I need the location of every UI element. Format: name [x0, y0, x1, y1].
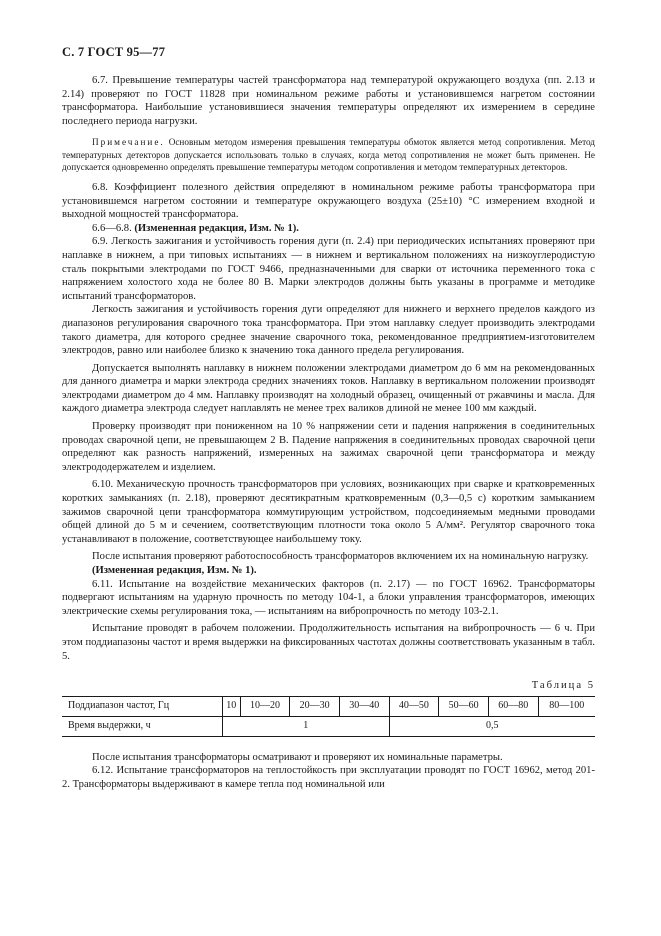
- edition-note-2: (Измененная редакция, Изм. № 1).: [92, 565, 257, 577]
- paragraph-6-11-b: Испытание проводят в рабочем положении. Продолжительность испытания на вибропрочность — 6 ч. При этом поддиапазоны частот и время выдержки на фиксированных частотах должны соответствовать указанным в табл. 5.: [62, 623, 595, 662]
- paragraph-after-table: После испытания трансформаторы осматривают и проверяют их номинальные параметры.: [92, 751, 503, 763]
- table-cell-time-a: 1: [223, 716, 390, 736]
- table-cell-freq: 60—80: [488, 696, 538, 716]
- edition-label: (Измененная редакция, Изм. № 1).: [134, 222, 299, 234]
- table-cell-freq: 10—20: [240, 696, 290, 716]
- note: [62, 136, 595, 173]
- paragraph-6-7: 6.7. Превышение температуры частей трансформатора над температурой окружающего воздуха (пп. 2.13 и 2.14) проверяют по ГОСТ 11828 при номинальном режиме работы и установившемся нагретом состоянии трансформатора. Наибольшие установившиеся значения температуры определяют их измерением в середине последнего периода нагрузки.: [62, 75, 595, 127]
- paragraph-6-9-c: Допускается выполнять наплавку в нижнем положении электродами диаметром до 6 мм на рекомендованных для данного диаметра и марки электрода средних значениях токов. Наплавку в вертикальном положении производят электродами диаметром до 4 мм. Наплавку производят на холодный образец, очищенный от ржавчины и масла. Для каждого диаметра электрода следует наплавлять не менее трех валиков длиной не менее 100 мм каждый.: [62, 362, 595, 415]
- paragraph-6-9-b: Легкость зажигания и устойчивость горения дуги определяют для нижнего и верхнего пределов каждого из диапазонов регулирования сварочного тока трансформатора. При этом наплавку следует производить электродами такого диаметра, для которого среднее значение сварочного тока, рекомендованное предприятием-изготовителем электродов, равно или наиболее близко к значению тока данного предела регулирования.: [62, 304, 595, 357]
- table-cell-freq: 40—50: [389, 696, 439, 716]
- row-header-time: Время выдержки, ч: [68, 720, 151, 732]
- edition-note-1: [62, 222, 595, 236]
- paragraph-6-9-d: Проверку производят при пониженном на 10 % напряжении сети и падения напряжения в соединительных проводах сварочной цепи, не превышающем 2 В. Падение напряжения в соединительных проводах сварочной цепи определяют как разность напряжений, измеренных на зажимах сварочной цепи трансформатора и между электрододержателем и изделием.: [62, 421, 595, 473]
- table-cell-freq: 30—40: [339, 696, 389, 716]
- table-cell-freq: 50—60: [439, 696, 489, 716]
- table-row: [62, 696, 595, 716]
- table-title: Таблица 5: [531, 680, 595, 692]
- table-row: [62, 716, 595, 736]
- paragraph-6-12: 6.12. Испытание трансформаторов на теплостойкость при эксплуатации проводят по ГОСТ 16962, метод 201-2. Трансформаторы выдерживают в камере тепла под номинальной или: [62, 765, 595, 790]
- frequency-table: [62, 696, 595, 737]
- table-cell-freq: 80—100: [538, 696, 595, 716]
- paragraph-6-9: 6.9. Легкость зажигания и устойчивость горения дуги (п. 2.4) при периодических испытаниях проверяют при наплавке в нижнем, а при типовых испытаниях — в нижнем и вертикальном положениях на низкоуглеродистую сталь покрытыми электродами по ГОСТ 9466, предназначенными для сварки от источника переменного тока с напряжением холостого хода не более 80 В. Марки электродов должны быть указаны в программе и методике испытаний трансформаторов.: [62, 236, 595, 302]
- edition-prefix: 6.6—6.8.: [92, 222, 135, 234]
- note-label: Примечание.: [92, 137, 165, 148]
- table-cell-time-b: 0,5: [389, 716, 595, 736]
- note-text: Основным методом измерения превышения температуры обмоток является метод сопротивления. Метод температурных детекторов допускается использовать только в случаях, когда метод сопротивления не может быть применен. Не допускается одновременно определять превышение температуры методом сопротивления и методом температурных детекторов.: [62, 137, 595, 172]
- table-cell-freq: 20—30: [290, 696, 340, 716]
- paragraph-6-8: 6.8. Коэффициент полезного действия определяют в номинальном режиме работы трансформатора при установившемся нагретом состоянии и температуре окружающего воздуха (25±10) °С измерением входной и выходной мощностей трансформатора.: [62, 181, 595, 221]
- row-header-frequency: Поддиапазон частот, Гц: [62, 696, 223, 716]
- paragraph-6-10-b: После испытания проверяют работоспособность трансформаторов включением их на номинальную нагрузку.: [92, 551, 589, 563]
- paragraph-6-11: 6.11. Испытание на воздействие механических факторов (п. 2.17) — по ГОСТ 16962. Трансформаторы подвергают испытаниям на ударную прочность по методу 104-1, а блоки управления трансформаторов, имеющих электрические схемы регулирования тока, — испытаниям на вибропрочность по методу 103-2.1.: [62, 578, 595, 617]
- paragraph-6-10: 6.10. Механическую прочность трансформаторов при условиях, возникающих при сварке и кратковременных коротких замыканиях (п. 2.18), проверяют десятикратным кратковременным (0,3—0,5 с) коротким замыканием зажимов сварочной цепи трансформатора коммутирующим устройством, подсоединяемым медными проводами общей длиной до 5 м и сечением, соответствующим плотности тока около 5 А/мм². Регулятор сварочного тока устанавливают в положение, соответствующее наибольшему току.: [62, 479, 595, 545]
- page-header: С. 7 ГОСТ 95—77: [62, 45, 166, 59]
- table-cell-freq: 10: [223, 696, 241, 716]
- document-body: [62, 74, 595, 792]
